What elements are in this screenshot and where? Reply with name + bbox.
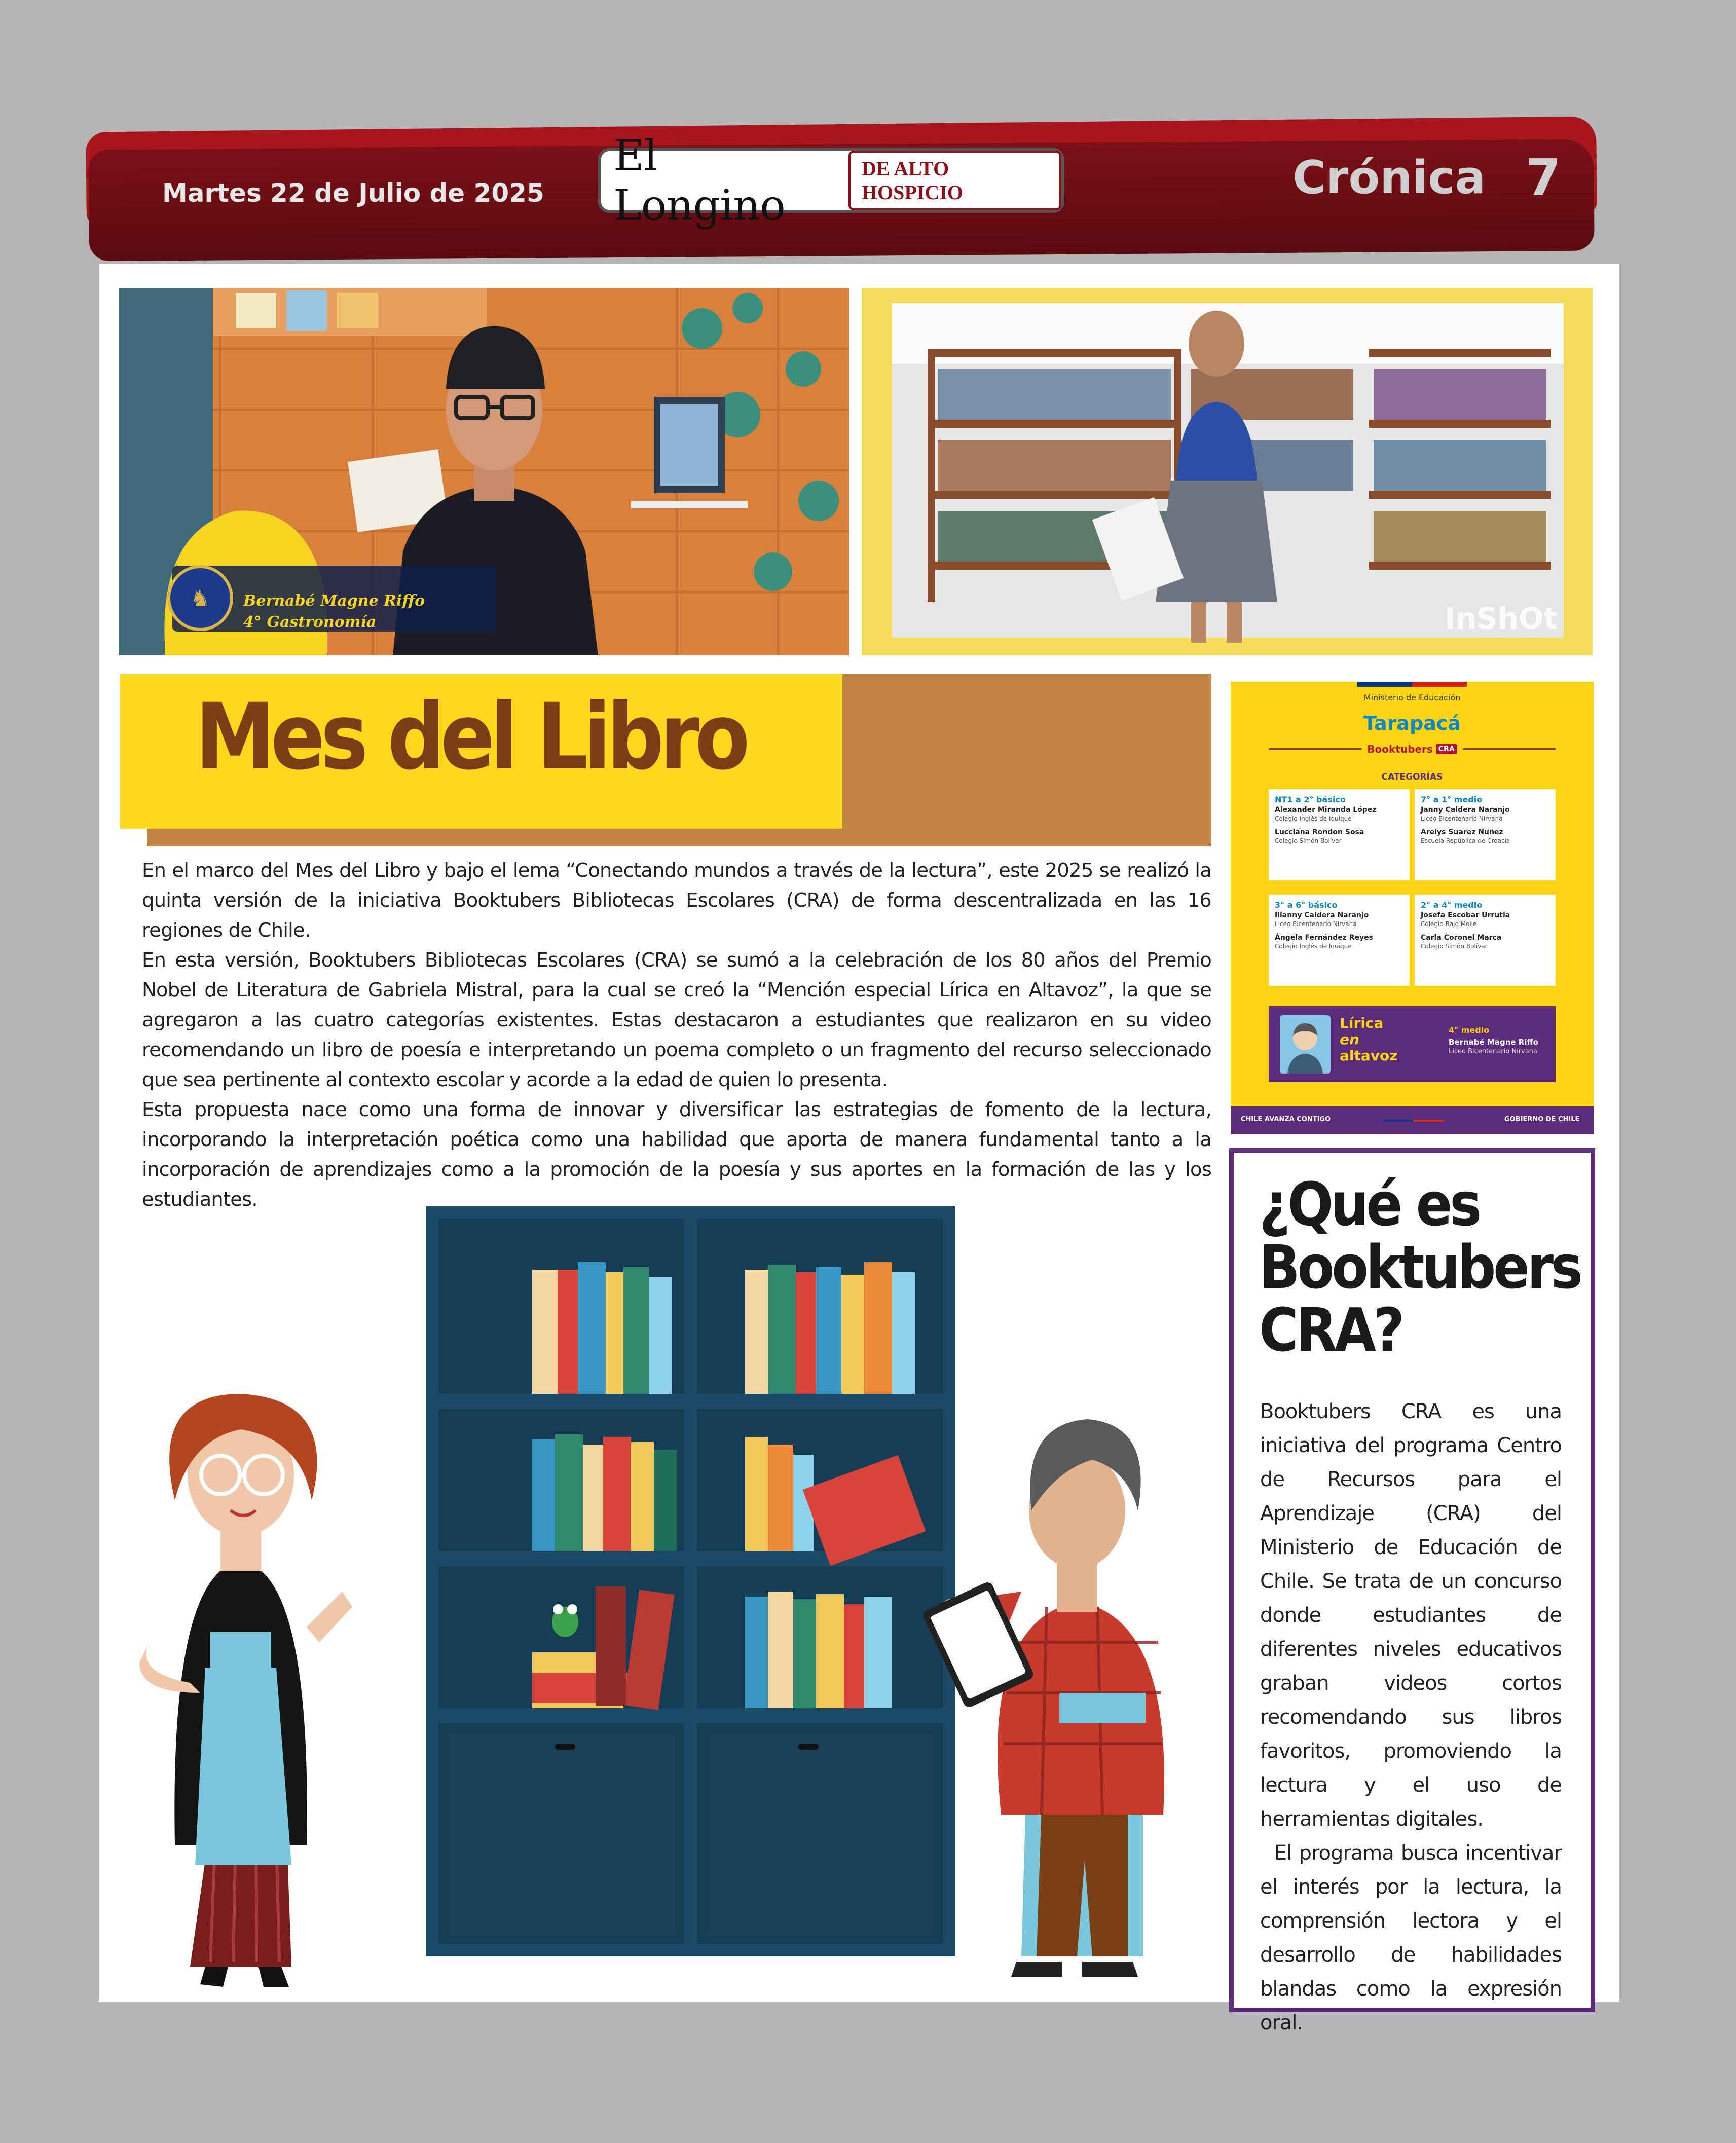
sidebar-paragraph: El programa busca incentivar el interés por la lectura, la comprensión lectora y el desarrollo de habilidades blandas como la expresión oral. bbox=[1260, 1841, 1562, 2035]
sidebar-body bbox=[1260, 1395, 1562, 2040]
ministry-stripe bbox=[1357, 682, 1467, 687]
winner-name: Lucciana Rondon Sosa bbox=[1275, 828, 1364, 836]
category-card bbox=[1415, 895, 1556, 986]
winner-school: Colegio Inglés de Iquique bbox=[1275, 815, 1352, 822]
article-paragraph: Esta propuesta nace como una forma de innovar y diversificar las estrategias de fomento de la lectura, incorporando la interpretación poética como una habilidad que aporta de manera fundamental tanto a la incorporación de aprendizajes como a la promoción de la poesía y sus aportes en la formación de las y los estudiantes. bbox=[142, 1098, 1211, 1211]
article-paragraph: En el marco del Mes del Libro y bajo el lema “Conectando mundos a través de la lectura”, este 2025 se realizó la quinta versión de la iniciativa Booktubers Bibliotecas Escolares (CRA) de forma descentralizada en las 16 regiones de Chile. bbox=[142, 859, 1211, 942]
winner-name: Josefa Escobar Urrutia bbox=[1421, 911, 1510, 919]
photo-library-illustration bbox=[862, 288, 1593, 655]
masthead-subtitle: DE ALTO HOSPICIO bbox=[848, 151, 1061, 210]
winner-name: Ángela Fernández Reyes bbox=[1275, 934, 1373, 942]
special-title-line: en bbox=[1340, 1031, 1359, 1048]
category-card bbox=[1269, 789, 1410, 880]
winner-school: Escuela República de Croacia bbox=[1421, 837, 1510, 844]
winner-name: Janny Caldera Naranjo bbox=[1421, 806, 1510, 814]
gabriela-mistral-portrait-icon bbox=[1280, 1015, 1331, 1074]
librarians-bookcase-illustration bbox=[119, 1186, 1201, 1992]
sidebar-title-line: ¿Qué es bbox=[1259, 1169, 1479, 1239]
winners-poster bbox=[1231, 682, 1594, 1134]
sidebar-box bbox=[1229, 1148, 1595, 2035]
winner-school: Colegio Bajo Molle bbox=[1421, 920, 1477, 928]
photo-booktuber-student bbox=[119, 288, 849, 655]
badge-tag: CRA bbox=[1436, 744, 1457, 754]
poster-categories-label: CATEGORÍAS bbox=[1381, 772, 1443, 782]
winner-school: Colegio Simón Bolívar bbox=[1421, 943, 1488, 950]
photo-caption-name: Bernabé Magne Riffo bbox=[243, 592, 425, 610]
winner-name: Arelys Suarez Nuñez bbox=[1421, 828, 1503, 836]
category-level: NT1 a 2° básico bbox=[1275, 795, 1346, 804]
special-level: 4° medio bbox=[1449, 1025, 1490, 1035]
poster-footer-left: CHILE AVANZA CONTIGO bbox=[1241, 1116, 1331, 1123]
section-name: Crónica bbox=[1292, 151, 1486, 204]
winner-school: Colegio Inglés de Iquique bbox=[1275, 943, 1352, 950]
special-mention-panel bbox=[1269, 1006, 1556, 1082]
booktubers-badge bbox=[1361, 742, 1463, 757]
masthead-name: El Longino bbox=[613, 131, 785, 230]
sidebar-title-line: Booktubers bbox=[1259, 1232, 1580, 1302]
category-level: 7° a 1° medio bbox=[1421, 795, 1483, 804]
poster-footer-right: GOBIERNO DE CHILE bbox=[1504, 1116, 1580, 1123]
winner-school: Colegio Simón Bolívar bbox=[1275, 837, 1342, 844]
special-mention-title bbox=[1340, 1015, 1398, 1064]
article-paragraph: En esta versión, Booktubers Bibliotecas Escolares (CRA) se sumó a la celebración de los 80 años del Premio Nobel de Literatura de Gabriela Mistral, para la cual se creó la “Mención especial Lírica en Altavoz”, la que se agregaron a las cuatro categorías existentes. Estas destacaron a estudiantes que realizaron en su video recomendando un libro de poesía e interpretando un poema completo o un fragmento del recurso seleccionado que sea pertinente al contexto escolar y acorde a la edad de quien lo presenta. bbox=[142, 949, 1211, 1091]
badge-label: Booktubers bbox=[1367, 743, 1433, 755]
poster-ministry: Ministerio de Educación bbox=[1363, 693, 1461, 703]
photo-caption-role: 4° Gastronomía bbox=[243, 613, 377, 631]
category-card bbox=[1415, 789, 1556, 880]
masthead bbox=[598, 131, 1064, 230]
svg-text:♞: ♞ bbox=[190, 586, 210, 612]
poster-footer bbox=[1231, 1106, 1594, 1134]
category-card bbox=[1269, 895, 1410, 986]
photo-booktuber-illustration bbox=[119, 288, 849, 655]
sidebar-title bbox=[1259, 1169, 1580, 1365]
special-winner-name: Bernabé Magne Riffo bbox=[1449, 1038, 1538, 1047]
sidebar-title-line: CRA? bbox=[1259, 1295, 1402, 1365]
sidebar-paragraph: Booktubers CRA es una iniciativa del programa Centro de Recursos para el Aprendizaje (CRA) del Ministerio de Educación de Chile. Se trata de un concurso donde estudiantes de diferentes niveles educativos graban videos cortos recomendando sus libros favoritos, promoviendo la lectura y el uso de herramientas digitales. bbox=[1260, 1400, 1562, 1831]
category-level: 3° a 6° básico bbox=[1275, 900, 1338, 910]
footer-stripe bbox=[1383, 1120, 1444, 1122]
page-number: 7 bbox=[1526, 148, 1561, 207]
category-level: 2° a 4° medio bbox=[1421, 900, 1483, 910]
article-title: Mes del Libro bbox=[195, 684, 746, 790]
photo-watermark: InShOt bbox=[1445, 601, 1558, 636]
issue-date: Martes 22 de Julio de 2025 bbox=[162, 178, 544, 208]
winner-name: Ilianny Caldera Naranjo bbox=[1275, 911, 1369, 919]
article-body bbox=[142, 856, 1211, 1214]
special-title-line: altavoz bbox=[1340, 1047, 1398, 1064]
poster-region: Tarapacá bbox=[1363, 712, 1461, 734]
special-title-line: Lírica bbox=[1340, 1015, 1384, 1031]
special-winner-school: Liceo Bicentenario Nirvana bbox=[1449, 1048, 1537, 1055]
winner-school: Liceo Bicentenario Nirvana bbox=[1275, 920, 1357, 928]
winner-name: Carla Coronel Marca bbox=[1421, 934, 1502, 942]
bookcase-illustration bbox=[119, 1186, 1201, 1992]
winner-name: Alexander Miranda López bbox=[1275, 806, 1377, 814]
photo-student-library bbox=[862, 288, 1593, 655]
winner-school: Liceo Bicentenario Nirvana bbox=[1421, 815, 1503, 822]
